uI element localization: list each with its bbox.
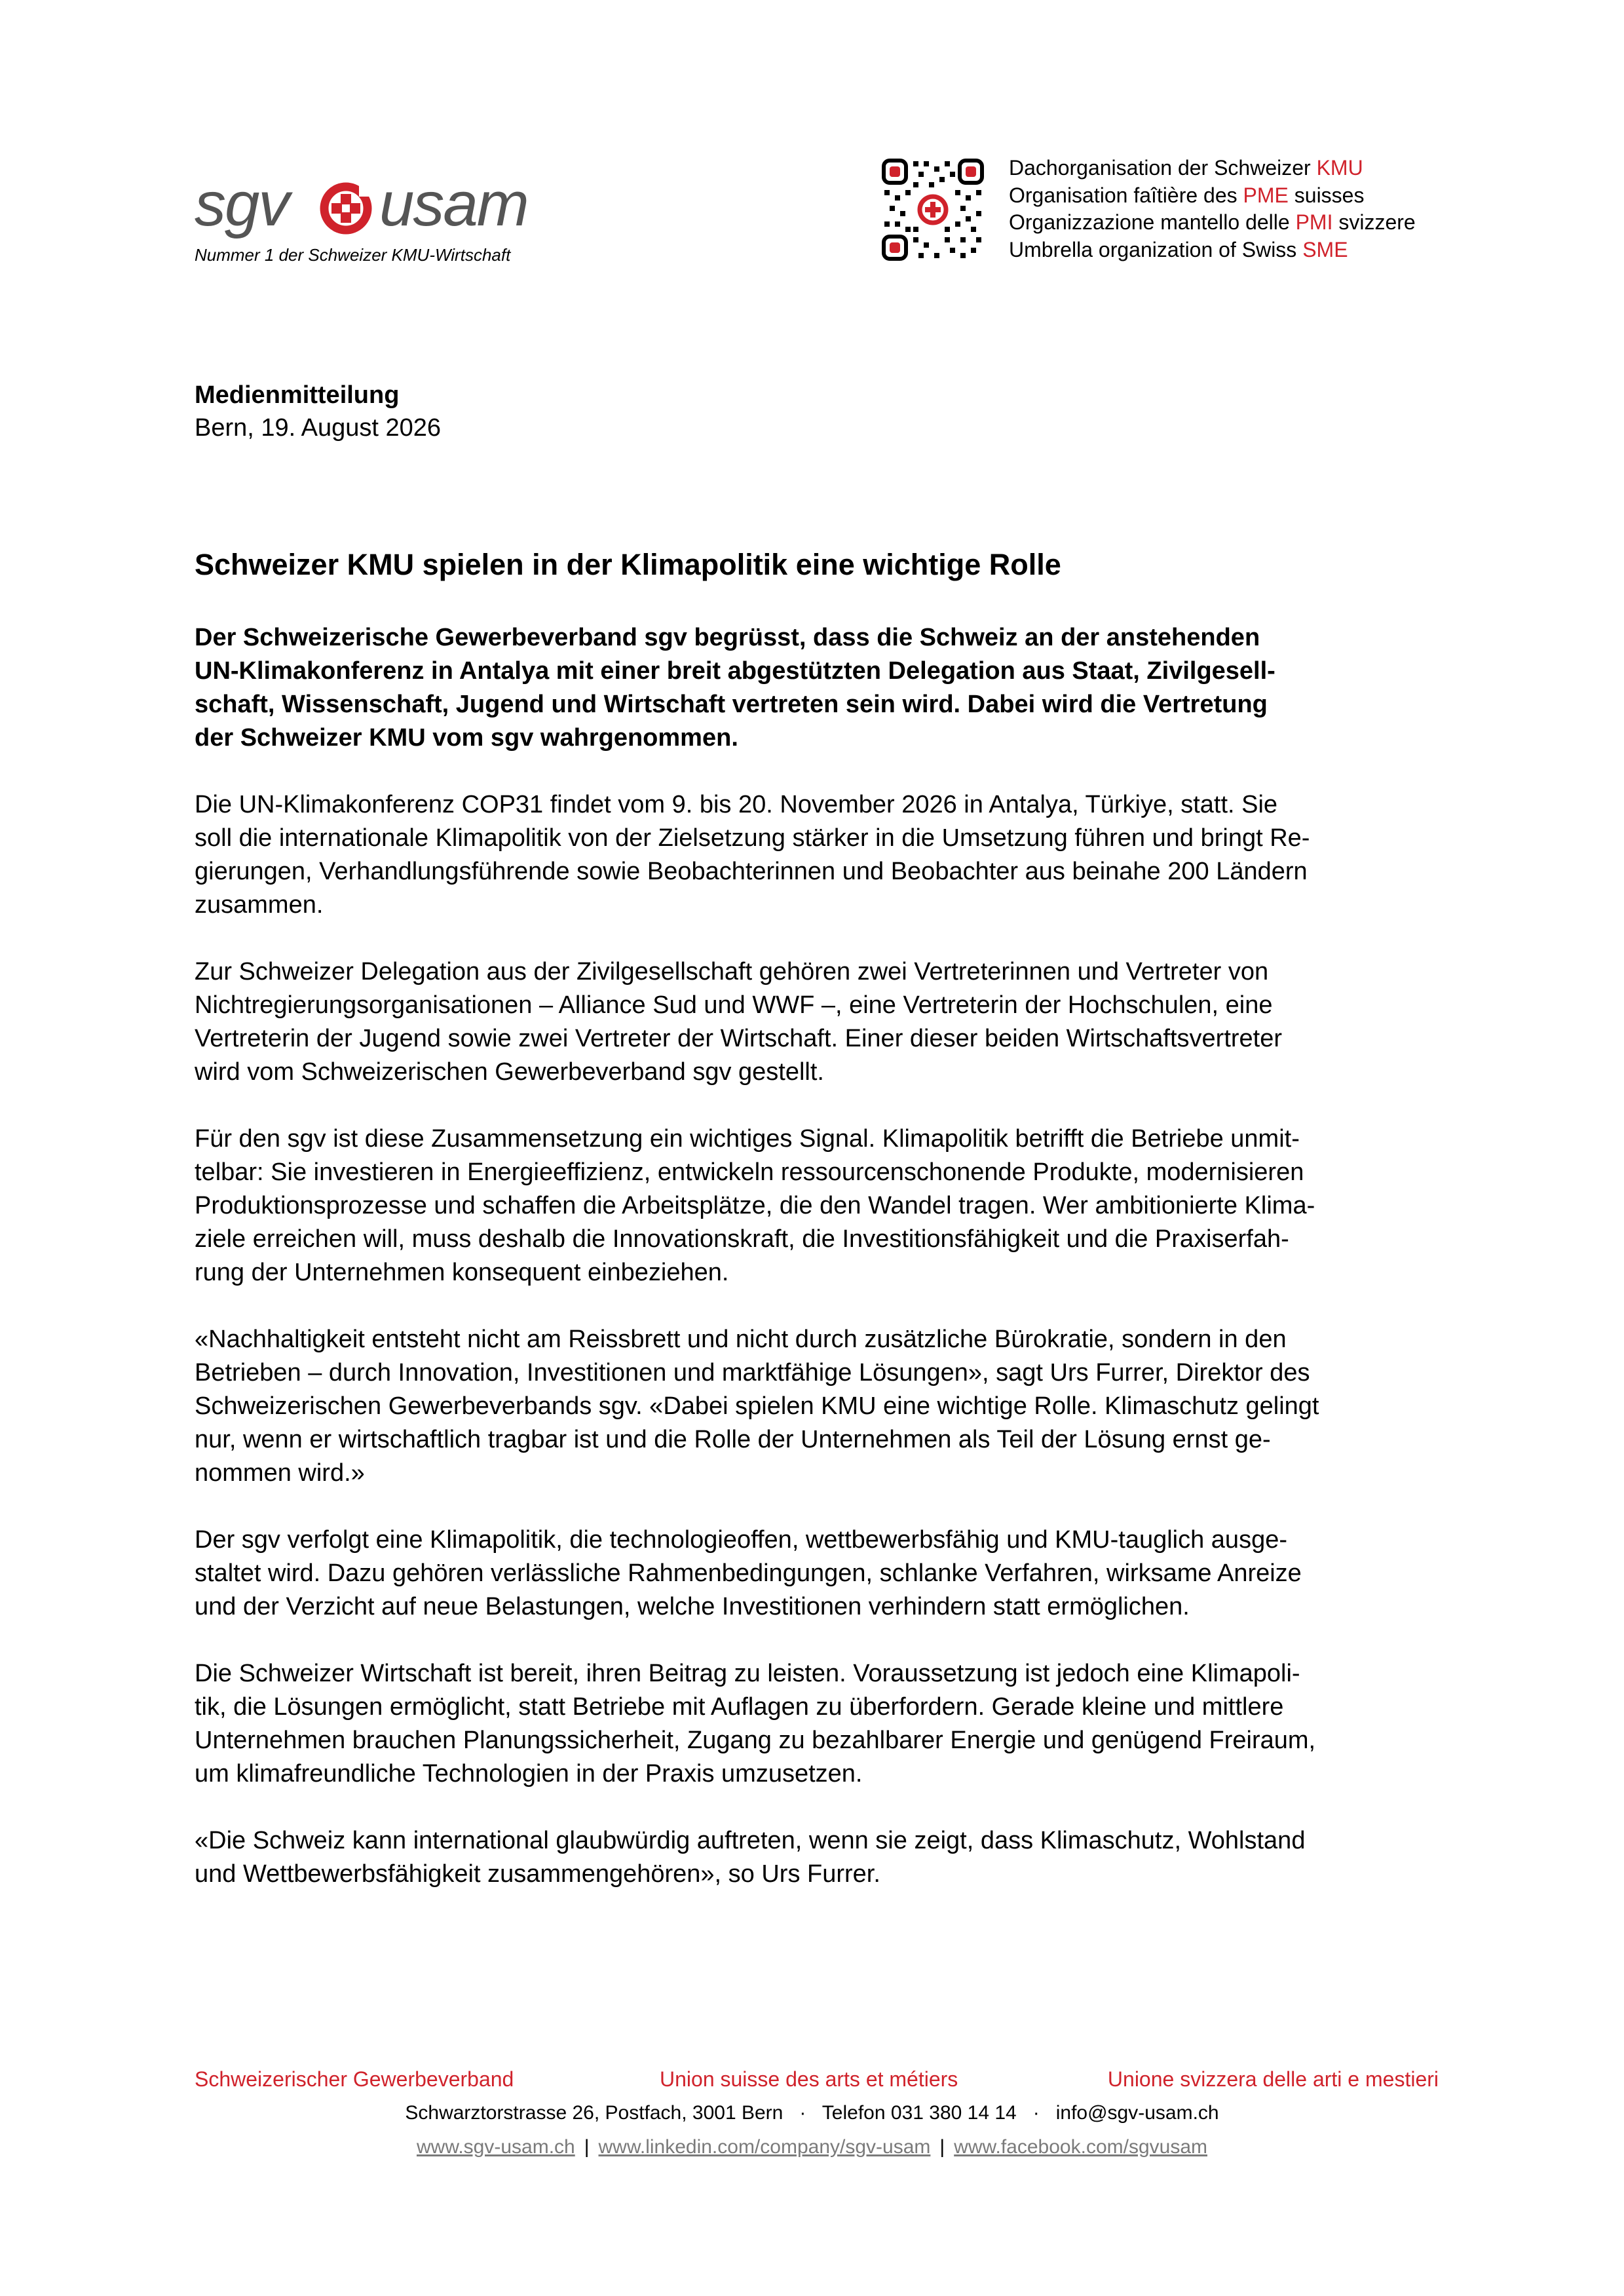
footer-address: Schwarztorstrasse 26, Postfach, 3001 Bern · Telefon 031 380 14 14 · info@sgv-usam.ch <box>405 2102 1219 2124</box>
link-separator: | <box>939 2136 945 2158</box>
body-paragraph: Der sgv verfolgt eine Klimapolitik, die technologieoffen, wettbewerbsfähig und KMU-tauglich ausge- staltet wird. Dazu gehören verlässliche Rahmenbedingungen, schlanke Verfahren, wirksame Anreize und der Verzicht auf neue Belastungen, welche Investitionen verhindern statt ermöglichen. <box>195 1526 1302 1620</box>
swiss-cross-circle-icon <box>316 180 377 235</box>
document-date: Bern, 19. August 2026 <box>195 414 442 442</box>
footer-name-it: Unione svizzera delle arti e mestieri <box>1107 2067 1439 2091</box>
quote-paragraph: «Die Schweiz kann international glaubwürdig auftreten, wenn sie zeigt, dass Klimaschutz, Wohlstand und Wettbewerbsfähigkeit zusammengehören», so Urs Furrer. <box>195 1827 1306 1888</box>
body-paragraph: Zur Schweizer Delegation aus der Zivilgesellschaft gehören zwei Vertreterinnen und Vertreter von Nichtregierungsorganisationen – Alliance Sud und WWF –, eine Vertreterin der Hochschulen, eine Vertreterin der Jugend sowie zwei Vertreter der Wirtschaft. Einer dieser beiden Wirtschaftsvertreter wird vom Schweizerischen Gewerbeverband sgv gestellt. <box>195 958 1283 1086</box>
lead-paragraph: Der Schweizerische Gewerbeverband sgv begrüsst, dass die Schweiz an der anstehenden UN-Klimakonferenz in Antalya mit einer breit abgestützten Delegation aus Staat, Zivilgesell- schaft, Wissenschaft, Jugend und Wirtschaft vertreten sein wird. Dabei wird die Vertretung der Schweizer KMU vom sgv wahrgenommen. <box>195 624 1275 752</box>
press-release-body <box>195 621 1439 1924</box>
body-paragraph: Für den sgv ist diese Zusammensetzung ein wichtiges Signal. Klimapolitik betrifft die Betriebe unmit- telbar: Sie investieren in Energieeffizienz, entwickeln ressourcenschonende Produkte, modernisieren Produktionsprozesse und schaffen die Arbeitsplätze, die den Wandel tragen. Wer ambitionierte Klima- ziele erreichen will, muss deshalb die Innovationskraft, die Investitionsfähigkeit und die Praxiserfah- rung der Unternehmen konsequent einbeziehen. <box>195 1125 1315 1286</box>
link-separator: | <box>584 2136 590 2158</box>
organisation-list <box>1009 155 1416 263</box>
website-link[interactable]: www.sgv-usam.ch <box>416 2136 575 2158</box>
logo-tagline: Nummer 1 der Schweizer KMU-Wirtschaft <box>195 245 511 265</box>
quote-paragraph: «Nachhaltigkeit entsteht nicht am Reissbrett und nicht durch zusätzliche Bürokratie, sondern in den Betrieben – durch Innovation, Investitionen und marktfähige Lösungen», sagt Urs Furrer, Direktor des Schweizerischen Gewerbeverbands sgv. «Dabei spielen KMU eine wichtige Rolle. Klimaschutz gelingt nur, wenn er wirtschaftlich tragbar ist und die Rolle der Unternehmen als Teil der Lösung ernst ge- nommen wird.» <box>195 1326 1319 1487</box>
body-paragraph: Die UN-Klimakonferenz COP31 findet vom 9. bis 20. November 2026 in Antalya, Türkiye, statt. Sie soll die internationale Klimapolitik von der Zielsetzung stärker in die Umsetzung führen und bringt Re- gierungen, Verhandlungsführende sowie Beobachterinnen und Beobachter aus beinahe 200 Ländern zusammen. <box>195 791 1310 919</box>
press-release-title: Schweizer KMU spielen in der Klimapolitik eine wichtige Rolle <box>195 548 1061 581</box>
organisation-line-en: Umbrella organization of Swiss SME <box>1009 237 1348 261</box>
organisation-line-fr: Organisation faîtière des PME suisses <box>1009 183 1365 207</box>
qr-code-icon <box>880 157 985 262</box>
logo-text-usam: usam <box>379 169 528 239</box>
linkedin-link[interactable]: www.linkedin.com/company/sgv-usam <box>598 2136 931 2158</box>
document-type-label: Medienmitteilung <box>195 381 400 409</box>
logo-text-sgv: sgv <box>195 169 289 239</box>
footer-links <box>0 2136 1624 2158</box>
footer-name-de: Schweizerischer Gewerbeverband <box>195 2067 514 2091</box>
body-paragraph: Die Schweizer Wirtschaft ist bereit, ihren Beitrag zu leisten. Voraussetzung ist jedoch eine Klimapoli- tik, die Lösungen ermöglicht, statt Betriebe mit Auflagen zu überfordern. Gerade kleine und mittlere Unternehmen brauchen Planungssicherheit, Zugang zu bezahlbarer Energie und genügend Freiraum, um klimafreundliche Technologien in der Praxis umzusetzen. <box>195 1660 1316 1788</box>
organisation-line-de: Dachorganisation der Schweizer KMU <box>1009 156 1363 180</box>
organisation-line-it: Organizzazione mantello delle PMI svizzere <box>1009 210 1416 234</box>
footer-name-fr: Union suisse des arts et métiers <box>660 2067 958 2091</box>
sgv-usam-logo <box>195 169 561 239</box>
facebook-link[interactable]: www.facebook.com/sgvusam <box>954 2136 1207 2158</box>
